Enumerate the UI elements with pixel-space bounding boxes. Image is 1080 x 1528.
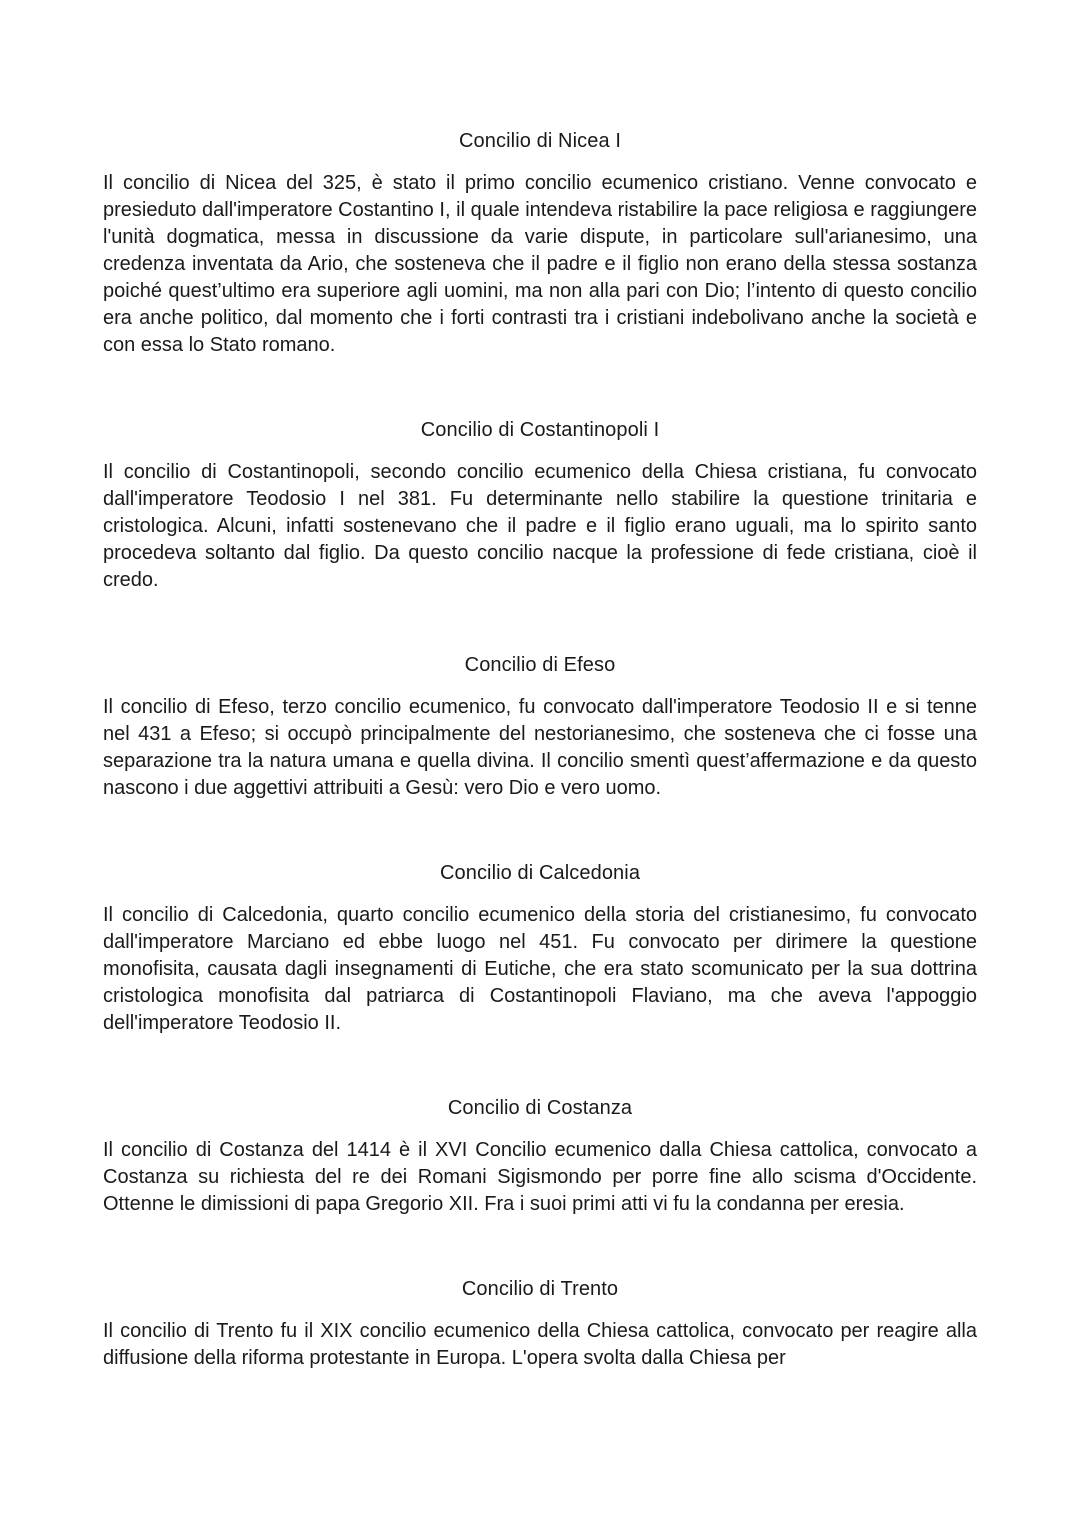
section-gap (103, 802, 977, 860)
section-title: Concilio di Nicea I (459, 130, 621, 152)
section-gap (103, 1218, 977, 1276)
section-title: Concilio di Costantinopoli I (420, 419, 660, 441)
section-title: Concilio di Efeso (464, 654, 616, 676)
section-body: Il concilio di Calcedonia, quarto concilio ecumenico della storia del cristianesimo, fu convocato dall'imperatore Marciano ed ebbe luogo nel 451. Fu convocato per dirimere la questione monofisita, causata dagli insegnamenti di Eutiche, che era stato scomunicato per la sua dottrina cristologica monofisita dal patriarca di Costantinopoli Flaviano, ma che aveva l'appoggio dell'imperatore Teodosio II. (103, 904, 977, 1034)
section-title: Concilio di Costanza (447, 1097, 633, 1119)
section-gap (103, 359, 977, 417)
section-gap (103, 594, 977, 652)
section-body: Il concilio di Efeso, terzo concilio ecumenico, fu convocato dall'imperatore Teodosio II e si tenne nel 431 a Efeso; si occupò principalmente del nestorianesimo, che sosteneva che ci fosse una separazione tra la natura umana e quella divina. Il concilio smentì quest’affermazione e da questo nascono i due aggettivi attribuiti a Gesù: vero Dio e vero uomo. (103, 696, 977, 799)
section-title: Concilio di Trento (461, 1278, 619, 1300)
section-nicea (103, 128, 977, 359)
section-body: Il concilio di Nicea del 325, è stato il primo concilio ecumenico cristiano. Venne convocato e presieduto dall'imperatore Costantino I, il quale intendeva ristabilire la pace religiosa e raggiungere l'unità dogmatica, messa in discussione da varie dispute, in particolare sull'arianesimo, una credenza inventata da Ario, che sosteneva che il padre e il figlio non erano della stessa sostanza poiché quest’ultimo era superiore agli uomini, ma non alla pari con Dio; l’intento di questo concilio era anche politico, dal momento che i forti contrasti tra i cristiani indebolivano anche la società e con essa lo Stato romano. (103, 172, 977, 356)
section-calcedonia (103, 860, 977, 1037)
section-gap (103, 1037, 977, 1095)
section-costanza (103, 1095, 977, 1218)
section-efeso (103, 652, 977, 802)
section-body: Il concilio di Costantinopoli, secondo concilio ecumenico della Chiesa cristiana, fu convocato dall'imperatore Teodosio I nel 381. Fu determinante nello stabilire la questione trinitaria e cristologica. Alcuni, infatti sostenevano che il padre e il figlio erano uguali, ma lo spirito santo procedeva soltanto dal figlio. Da questo concilio nacque la professione di fede cristiana, cioè il credo. (103, 461, 977, 591)
document-content (103, 128, 977, 1372)
section-body: Il concilio di Trento fu il XIX concilio ecumenico della Chiesa cattolica, convocato per reagire alla diffusione della riforma protestante in Europa. L'opera svolta dalla Chiesa per (103, 1320, 977, 1369)
section-body: Il concilio di Costanza del 1414 è il XVI Concilio ecumenico dalla Chiesa cattolica, convocato a Costanza su richiesta del re dei Romani Sigismondo per porre fine allo scisma d'Occidente. Ottenne le dimissioni di papa Gregorio XII. Fra i suoi primi atti vi fu la condanna per eresia. (103, 1139, 977, 1215)
section-costantinopoli (103, 417, 977, 594)
section-trento (103, 1276, 977, 1372)
section-title: Concilio di Calcedonia (439, 862, 641, 884)
